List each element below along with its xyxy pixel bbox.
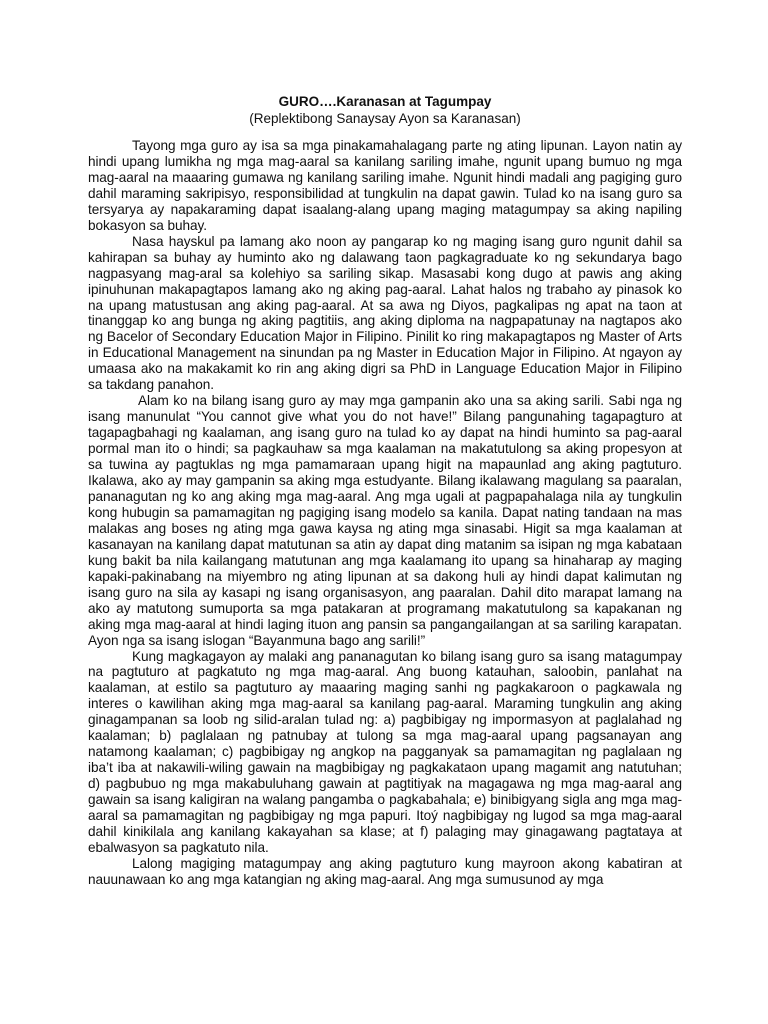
paragraph-3: Alam ko na bilang isang guro ay may mga gampanin ako una sa aking sarili. Sabi nga ng isang manunulat “You cannot give what you do not have!” Bilang pangunahing tagapagturo at tagapagbahagi ng kaalaman, ang isang guro na tulad ko ay dapat na hindi huminto sa pag-aaral pormal man ito o hindi; sa pagkauhaw sa mga kaalaman na makatutulong sa aking propesyon at sa tuwina ay pagtuklas ng mga pamamaraan upang higit na mapaunlad ang aking pagtuturo. Ikalawa, ako ay may gampanin sa aking mga estudyante. Bilang ikalawang magulang sa paaralan, pananagutan ng ko ang aking mga mag-aaral. Ang mga ugali at pagpapahalaga nila ay tungkulin kong hubugin sa pamamagitan ng pagiging isang modelo sa kanila. Dapat nating tandaan na mas malakas ang boses ng ating mga gawa kaysa ng ating mga sinasabi. Higit sa mga kaalaman at kasanayan na kanilang dapat matutunan sa atin ay dapat ding matanim sa isipan ng mga kabataan kung bakit ba nila kailangang matutunan ang mga kaalamang ito upang sa hinaharap ay maging kapaki-pakinabang na miyembro ng ating lipunan at sa dakong huli ay hindi dapat kalimutan ng isang guro na sila ay kasapi ng isang organisasyon, ang paaralan. Dahil dito marapat lamang na ako ay matutong sumuporta sa mga patakaran at programang makatutulong sa kapakanan ng aking mga mag-aaral at hindi laging ituon ang pansin sa pangangailangan at sa sariling karapatan. Ayon nga sa isang islogan “Bayanmuna bago ang sarili!” — [88, 393, 682, 648]
paragraph-1: Tayong mga guro ay isa sa mga pinakamahalagang parte ng ating lipunan. Layon natin ay hindi upang lumikha ng mga mag-aaral sa kanilang sariling imahe, ngunit upang bumuo ng mga mag-aaral na maaaring gumawa ng kanilang sariling imahe. Ngunit hindi madali ang pagiging guro dahil maraming sakripisyo, responsibilidad at tungkulin na dapat gawin. Tulad ko na isang guro sa tersyarya ay napakaraming dapat isaalang-alang upang maging matagumpay sa aking napiling bokasyon sa buhay. — [88, 138, 682, 233]
paragraph-4: Kung magkagayon ay malaki ang pananagutan ko bilang isang guro sa isang matagumpay na pagtuturo at pagkatuto ng mga mag-aaral. Ang buong katauhan, saloobin, panlahat na kaalaman, at estilo sa pagtuturo ay maaaring maging sanhi ng pagkakaroon o pagkawala ng interes o kawilihan aking mga mag-aaral sa kanilang pag-aaral. Maraming tungkulin ang aking ginagampanan sa loob ng silid-aralan tulad ng: a) pagbibigay ng impormasyon at paglalahad ng kaalaman; b) paglalaan ng patnubay at tulong sa mga mag-aaral upang pagsanayan ang natamong kaalaman; c) pagbibigay ng angkop na pagganyak sa pamamagitan ng paglalaan ng iba’t iba at nakawili-wiling gawain na magbibigay ng pagkakataon upang magamit ang natutuhan; d) pagbubuo ng mga makabuluhang gawain at pagtitiyak na magagawa ng mga mag-aaral ang gawain sa isang kaligiran na walang pangamba o pagkabahala; e) binibigyang sigla ang mga mag-aaral sa pamamagitan ng pagbibigay ng mga papuri. Itoý nagbibigay ng lugod sa mga mag-aaral dahil kinikilala ang kanilang kakayahan sa klase; at f) palaging may ginagawang pagtataya at ebalwasyon sa pagkatuto nila. — [88, 648, 682, 855]
paragraph-2: Nasa hayskul pa lamang ako noon ay pangarap ko ng maging isang guro ngunit dahil sa kahirapan sa buhay ay huminto ako ng dalawang taon pagkagraduate ko ng sekundarya bago nagpasyang mag-aral sa kolehiyo sa sariling sikap. Masasabi kong dugo at pawis ang aking ipinuhunan makapagtapos lamang ako ng aking pag-aaral. Lahat halos ng trabaho ay pinasok ko na upang matustusan ang aking pag-aaral. At sa awa ng Diyos, pagkalipas ng apat na taon at tinanggap ko ang bunga ng aking pagtitiis, ang aking diploma na nagpapatunay na nagtapos ako ng Bacelor of Secondary Education Major in Filipino. Pinilit ko ring makapagtapos ng Master of Arts in Educational Management na sinundan pa ng Master in Education Major in Filipino. At ngayon ay umaasa ako na makakamit ko rin ang aking digri sa PhD in Language Education Major in Filipino sa takdang panahon. — [88, 233, 682, 393]
paragraph-5: Lalong magiging matagumpay ang aking pagtuturo kung mayroon akong kabatiran at nauunawaan ko ang mga katangian ng aking mag-aaral. Ang mga sumusunod ay mga — [88, 855, 682, 887]
document-title: GURO….Karanasan at Tagumpay — [278, 94, 492, 109]
document-page — [88, 93, 682, 888]
document-subtitle: (Replektibong Sanaysay Ayon sa Karanasan) — [249, 111, 521, 126]
